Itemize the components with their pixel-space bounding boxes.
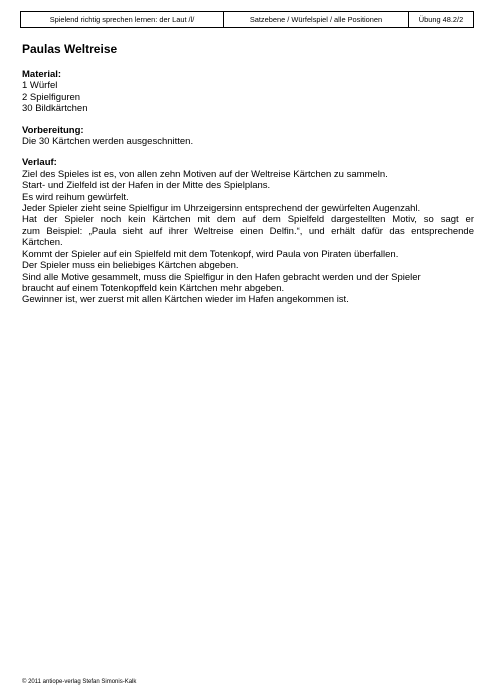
verlauf-line: Gewinner ist, wer zuerst mit allen Kärtchen wieder im Hafen angekommen ist.: [22, 294, 349, 306]
verlauf-line: Hat der Spieler noch kein Kärtchen mit dem auf dem Spielfeld dargestellten Motiv, so sagt er: [22, 214, 474, 226]
vorbereitung-heading: Vorbereitung:: [22, 124, 84, 136]
verlauf-line: Jeder Spieler zieht seine Spielfigur im Uhrzeigersinn entsprechend der gewürfelten Augenzahl.: [22, 203, 421, 215]
page-header: [20, 11, 474, 28]
material-section: [22, 69, 474, 115]
verlauf-line: Es wird reihum gewürfelt.: [22, 191, 129, 203]
page-title: Paulas Weltreise: [22, 42, 118, 56]
document-body: [22, 42, 474, 306]
verlauf-line: Kärtchen.: [22, 237, 63, 249]
copyright-footer: © 2011 antiope-verlag Stefan Simonis-Kalk: [22, 679, 137, 685]
vorbereitung-text: Die 30 Kärtchen werden ausgeschnitten.: [22, 136, 194, 148]
verlauf-line: zum Beispiel: „Paula sieht auf ihrer Weltreise einen Delfin.“, und erhält dafür das entsprechende: [22, 225, 474, 237]
header-exercise-number: Übung 48.2/2: [418, 15, 464, 24]
material-item: 2 Spielfiguren: [22, 91, 81, 103]
verlauf-section: [22, 157, 474, 305]
verlauf-line: Start- und Zielfeld ist der Hafen in der Mitte des Spielplans.: [22, 180, 271, 192]
material-item: 1 Würfel: [22, 80, 58, 92]
header-series-title: Spielend richtig sprechen lernen: der Laut /l/: [21, 12, 224, 27]
verlauf-line: Kommt der Spieler auf ein Spielfeld mit dem Totenkopf, wird Paula von Piraten überfallen.: [22, 248, 399, 260]
verlauf-line: braucht auf einem Totenkopffeld kein Kärtchen mehr abgeben.: [22, 282, 285, 294]
verlauf-heading: Verlauf:: [22, 157, 57, 169]
material-heading: Material:: [22, 69, 62, 80]
verlauf-line: Ziel des Spieles ist es, von allen zehn Motiven auf der Weltreise Kärtchen zu sammeln.: [22, 168, 388, 180]
verlauf-line: Der Spieler muss ein beliebiges Kärtchen abgeben.: [22, 260, 239, 272]
header-topic: Satzebene / Würfelspiel / alle Positionen: [224, 12, 409, 27]
material-item: 30 Bildkärtchen: [22, 103, 88, 115]
vorbereitung-section: [22, 125, 474, 148]
verlauf-line: Sind alle Motive gesammelt, muss die Spielfigur in den Hafen gebracht werden und der Spieler: [22, 271, 421, 283]
